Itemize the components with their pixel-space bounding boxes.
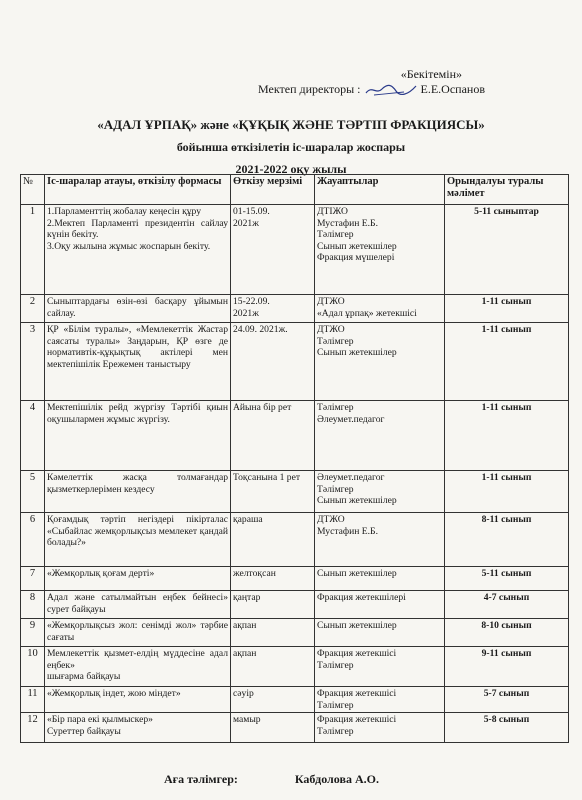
table-row [21, 295, 569, 323]
event-responsible: ДТЖО Тәлімгер Сынып жетекшілер [315, 323, 445, 401]
row-number: 3 [21, 323, 45, 401]
col-header-responsible: Жауаптылар [315, 175, 445, 205]
event-responsible: Фракция жетекшілері [315, 591, 445, 619]
event-info: 5-8 сынып [445, 713, 569, 743]
event-responsible: Сынып жетекшілер [315, 567, 445, 591]
event-name: Мемлекеттік қызмет-елдің мүддесіне адал еңбек» шығарма байқауы [45, 647, 231, 687]
table-row [21, 471, 569, 513]
table-row [21, 205, 569, 295]
event-info: 1-11 сынып [445, 471, 569, 513]
row-number: 12 [21, 713, 45, 743]
event-date: 01-15.09. 2021ж [231, 205, 315, 295]
event-info: 4-7 сынып [445, 591, 569, 619]
events-table [20, 174, 569, 743]
event-date: Айына бір рет [231, 401, 315, 471]
director-label: Мектеп директоры : [258, 82, 361, 96]
director-line [258, 82, 485, 97]
event-info: 5-11 сыныптар [445, 205, 569, 295]
event-info: 8-11 сынып [445, 513, 569, 567]
approval-stamp: «Бекітемін» [400, 67, 462, 81]
footer-signature [164, 772, 379, 787]
row-number: 4 [21, 401, 45, 471]
event-date: мамыр [231, 713, 315, 743]
event-responsible: Фракция жетекшісі Тәлімгер [315, 687, 445, 713]
table-row [21, 513, 569, 567]
table-row [21, 401, 569, 471]
event-date: Тоқсанына 1 рет [231, 471, 315, 513]
event-name: Сыныптардағы өзін-өзі басқару ұйымын сайлау. [45, 295, 231, 323]
event-name: «Жемқорлық індет, жою міндет» [45, 687, 231, 713]
event-info: 1-11 сынып [445, 401, 569, 471]
table-row [21, 713, 569, 743]
document-subtitle: бойынша өткізілетін іс-шаралар жоспары [176, 140, 406, 154]
academic-year: 2021-2022 оқу жылы [235, 162, 347, 176]
event-responsible: ДТЖО Мустафин Е.Б. [315, 513, 445, 567]
row-number: 11 [21, 687, 45, 713]
event-name: Қоғамдық тәртіп негіздері пікірталас «Сыбайлас жемқорлықсыз мемлекет қандай болады?» [45, 513, 231, 567]
event-responsible: ДТЖО «Адал ұрпақ» жетекшісі [315, 295, 445, 323]
event-responsible: Әлеумет.педагог Тәлімгер Сынып жетекшілер [315, 471, 445, 513]
event-name: «Бір пара екі қылмыскер» Суреттер байқауы [45, 713, 231, 743]
col-header-number: № [21, 175, 45, 205]
event-name: Адал және сатылмайтын еңбек бейнесі» сурет байқауы [45, 591, 231, 619]
table-row [21, 619, 569, 647]
event-responsible: Тәлімгер Әлеумет.педагог [315, 401, 445, 471]
event-date: ақпан [231, 647, 315, 687]
table-row [21, 647, 569, 687]
event-date: 24.09. 2021ж. [231, 323, 315, 401]
event-name: «Жемқорлық қоғам дерті» [45, 567, 231, 591]
event-name: ҚР «Білім туралы», «Мемлекеттік Жастар саясаты туралы» Заңдарын, ҚР өзге де нормативтік-құқықтық актілері мен мектепішілік Ережемен таныстыру [45, 323, 231, 401]
event-info: 1-11 сынып [445, 295, 569, 323]
row-number: 8 [21, 591, 45, 619]
row-number: 1 [21, 205, 45, 295]
event-info: 1-11 сынып [445, 323, 569, 401]
event-name: 1.Парламенттің жобалау кеңесін құру 2.Мектеп Парламенті президентін сайлау күнін бекіту. 3.Оқу жылына жұмыс жоспарын бекіту. [45, 205, 231, 295]
row-number: 2 [21, 295, 45, 323]
col-header-info: Орындалуы туралы мәлімет [445, 175, 569, 205]
event-responsible: Сынып жетекшілер [315, 619, 445, 647]
table-row [21, 687, 569, 713]
event-info: 9-11 сынып [445, 647, 569, 687]
table-row [21, 591, 569, 619]
document-title: «АДАЛ ҰРПАҚ» және «ҚҰҚЫҚ ЖӘНЕ ТӘРТІП ФРАКЦИЯСЫ» [97, 117, 485, 132]
col-header-date: Өткізу мерзімі [231, 175, 315, 205]
signature-icon [364, 83, 418, 97]
event-name: Кәмелеттік жасқа толмағандар қызметкерлерімен кездесу [45, 471, 231, 513]
footer-label: Аға тәлімгер: [164, 772, 238, 786]
table-row [21, 567, 569, 591]
event-date: 15-22.09. 2021ж [231, 295, 315, 323]
event-responsible: ДТІЖО Мустафин Е.Б. Тәлімгер Сынып жетекшілер Фракция мүшелері [315, 205, 445, 295]
event-info: 5-11 сынып [445, 567, 569, 591]
table-header [21, 175, 569, 205]
director-name: Е.Е.Оспанов [420, 82, 486, 96]
row-number: 7 [21, 567, 45, 591]
event-date: сәуір [231, 687, 315, 713]
event-info: 5-7 сынып [445, 687, 569, 713]
event-name: «Жемқорлықсыз жол: сенімді жол» тәрбие сағаты [45, 619, 231, 647]
table-row [21, 323, 569, 401]
row-number: 10 [21, 647, 45, 687]
event-responsible: Фракция жетекшісі Тәлімгер [315, 647, 445, 687]
event-responsible: Фракция жетекшісі Тәлімгер [315, 713, 445, 743]
event-date: қаңтар [231, 591, 315, 619]
event-date: қараша [231, 513, 315, 567]
event-date: ақпан [231, 619, 315, 647]
footer-name: Кабдолова А.О. [294, 772, 379, 786]
event-date: желтоқсан [231, 567, 315, 591]
col-header-event: Іс-шаралар атауы, өткізілу формасы [45, 175, 231, 205]
event-name: Мектепішілік рейд жүргізу Тәртібі қиын оқушылармен жұмыс жүргізу. [45, 401, 231, 471]
row-number: 5 [21, 471, 45, 513]
row-number: 9 [21, 619, 45, 647]
row-number: 6 [21, 513, 45, 567]
event-info: 8-10 сынып [445, 619, 569, 647]
